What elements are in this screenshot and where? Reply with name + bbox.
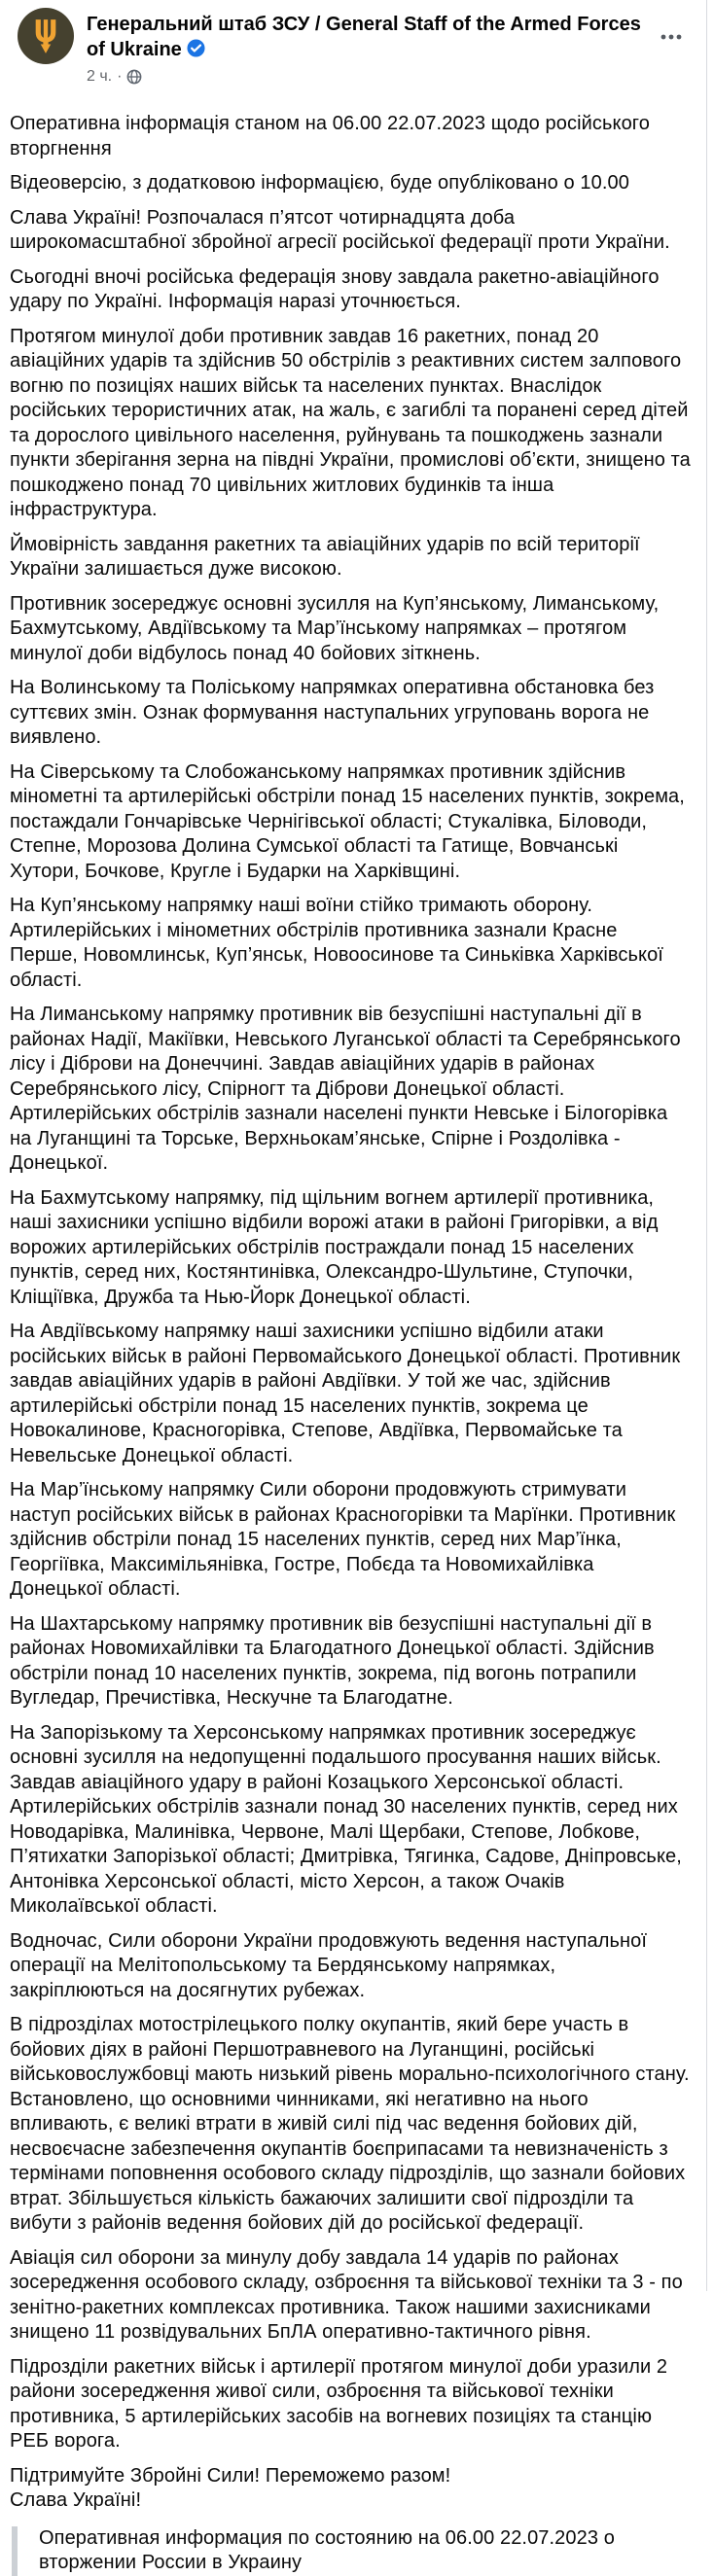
ellipsis-icon (660, 33, 683, 41)
post-paragraph: Слава Україні! Розпочалася п’ятсот чотирнадцята доба широкомасштабної збройної агресії російської федерації проти України. (10, 206, 670, 253)
post-paragraph: На Волинському та Поліському напрямках оперативна обстановка без суттєвих змін. Ознак формування наступальних угруповань ворога не виявлено. (10, 677, 655, 748)
verified-badge-icon (187, 41, 205, 62)
post-paragraph: На Лиманському напрямку противник вів безуспішні наступальні дії в районах Надії, Макіївки, Невського Луганської області та Серебрянського лісу і Діброви на Донеччині. Завдав авіаційних ударів в районах Серебрянського лісу, Спірногт та Діброви Донецької області. Артилерійських обстрілів зазнали населені пункти Невське і Білогорівка на Луганщині та Торське, Верхньокам’янське, Спірне і Роздолівка - Донецької. (10, 1004, 681, 1174)
post-paragraph: Противник зосереджує основні зусилля на Куп’янському, Лиманському, Бахмутському, Авдіївському та Мар’їнському напрямках – протягом минулої доби відбулось понад 40 бойових зіткнень. (10, 592, 660, 664)
post-paragraph: На Запорізькому та Херсонському напрямках противник зосереджує основні зусилля на недопущенні подальшого просування наших військ. Завдав авіаційного удару в районі Козацького Херсонської області. Артилерійських обстрілів зазнали понад 30 населених пунктів, серед них Новодарівка, Малинівка, Червоне, Малі Щербаки, Степове, Лобкове, П’ятихатки Запорізької області; Дмитрівка, Тягинка, Садове, Дніпровське, Антонівка Херсонської області, місто Херсон, а також Очаків Миколаївської області. (10, 1721, 682, 1917)
quoted-translation-text: Оперативная информация по состоянию на 06.00 22.07.2023 о вторжении России в Украину (39, 2526, 615, 2573)
post-paragraph: На Авдіївському напрямку наші захисники успішно відбили атаки російських військ в районі Первомайського Донецької області. Противник завдав авіаційних ударів в районі Авдіївки. У той же час, здійснив артилерійські обстріли понад 15 населених пунктів, зокрема це Новокалинове, Красногорівка, Степове, Авдіївка, Первомайське та Невельське Донецької області. (10, 1321, 681, 1466)
post-paragraph: На Сіверському та Слобожанському напрямках противник здійснив мінометні та артилерійські обстріли понад 15 населених пунктів, зокрема, постаждали Гончарівське Чернігівської області; Стукалівка, Біловоди, Степне, Морозова Долина Сумської області та Гатище, Вовчанські Хутори, Бочкове, Кругле і Бударки на Харківщині. (10, 760, 685, 882)
post-paragraph: Протягом минулої доби противник завдав 16 ракетних, понад 20 авіаційних ударів та здійснив 50 обстрілів з реактивних систем залпового вогню по позиціях наших військ та населених пунктах. Внаслідок російських терористичних атак, на жаль, є загиблі та поранені серед дітей та дорослого цивільного населення, руйнувань та пошкоджень зазнали пункти зберігання зерна на півдні України, промислові об’єкти, знищено та пошкоджено понад 70 цивільних житлових будинків та інша інфраструктура. (10, 325, 691, 520)
post-paragraph: Оперативна інформація станом на 06.00 22.07.2023 щодо російського вторгнення (10, 113, 650, 159)
post-paragraph: Сьогодні вночі російська федерація знову завдала ракетно-авіаційного удару по Україні. Інформація наразі уточнюється. (10, 265, 660, 312)
header-text-block (87, 8, 657, 86)
page-avatar[interactable] (18, 8, 74, 64)
post-paragraph: Ймовірність завдання ракетних та авіаційних ударів по всій території України залишається дуже високою. (10, 533, 640, 580)
post-paragraph: В підрозділах мотострілецького полку окупантів, який бере участь в бойових діях в районі Першотравневого на Луганщині, російські військовослужбовці мають низький рівень морально-психологічного стану. Встановлено, що основними чинниками, які негативно на нього впливають, є великі втрати в живій силі під час ведення бойових дій, несвоєчасне забезпечення окупантів боєприпасами та невизначеність з термінами поповнення особового складу підрозділів, що зазнали бойових втрат. Збільшується кількість бажаючих залишити свої підрозділи та вибути з районів ведення бойових дій до російської федерації. (10, 2014, 690, 2234)
more-options-button[interactable] (654, 19, 689, 54)
post-text-content (0, 86, 714, 2576)
post-paragraph: На Шахтарському напрямку противник вів безуспішні наступальні дії в районах Новомихайлівки та Благодатного Донецької області. Здійснив обстріли понад 10 населених пунктів, зокрема, під вогонь потрапили Вугледар, Пречистівка, Нескучне та Благодатне. (10, 1612, 655, 1709)
post-paragraph: Підрозділи ракетних військ і артилерії протягом минулої доби уразили 2 райони зосередження живої сили, озброєння та військової техніки противника, 5 артилерійських засобів на вогневих позиціях та станцію РЕБ ворога. (10, 2355, 668, 2452)
meta-separator: · (117, 68, 123, 85)
page-name-label: Генеральний штаб ЗСУ / General Staff of the Armed Forces of Ukraine (87, 14, 641, 60)
page-name-link[interactable] (87, 12, 657, 64)
post-right-border (706, 0, 707, 2291)
post-paragraph: Відеоверсію, з додатковою інформацією, буде опубліковано о 10.00 (10, 172, 629, 194)
post-paragraph: Підтримуйте Збройні Сили! Переможемо разом! Слава Україні! (10, 2464, 451, 2511)
post-header (0, 0, 714, 86)
post-paragraph: На Бахмутському напрямку, під щільним вогнем артилерії противника, наші захисники успішно відбили ворожі атаки в районі Григорівки, а від ворожих артилерійських обстрілів постраждали понад 15 населених пунктів, серед них, Костянтинівка, Олександро-Шультине, Ступочки, Кліщіївка, Дружба та Нью-Йорк Донецької області. (10, 1186, 659, 1308)
post-paragraph: На Мар’їнському напрямку Сили оборони продовжують стримувати наступ російських військ в районах Красногорівки та Марїнки. Противник здійснив обстріли понад 15 населених пунктів, серед них Мар’їнка, Георгіївка, Максимільянівка, Гостре, Побєда та Новомихайлівка Донецької області. (10, 1479, 676, 1600)
post-timestamp[interactable]: 2 ч. (87, 68, 113, 85)
post-paragraph: На Куп’янському напрямку наші воїни стійко тримають оборону. Артилерійських і мінометних обстрілів противника зазнали Красне Перше, Новомлинськ, Куп’янськ, Новоосинове та Синьківка Харківської області. (10, 895, 663, 991)
post-paragraph: Авіація сил оборони за минулу добу завдала 14 ударів по районах зосередження особового складу, озброєння та військової техніки та 3 - по зенітно-ракетних комплексах противника. Також нашими захисниками знищено 11 розвідувальних БпЛА оперативно-тактичного рівня. (10, 2246, 683, 2343)
quoted-translation-block (12, 2526, 691, 2576)
trident-icon (31, 18, 60, 54)
post-meta (87, 68, 657, 86)
globe-icon (126, 69, 142, 85)
post-paragraph: Водночас, Сили оборони України продовжують ведення наступальної операції на Мелітопольському та Бердянському напрямках, закріплюються на досягнутих рубежах. (10, 1929, 648, 2001)
